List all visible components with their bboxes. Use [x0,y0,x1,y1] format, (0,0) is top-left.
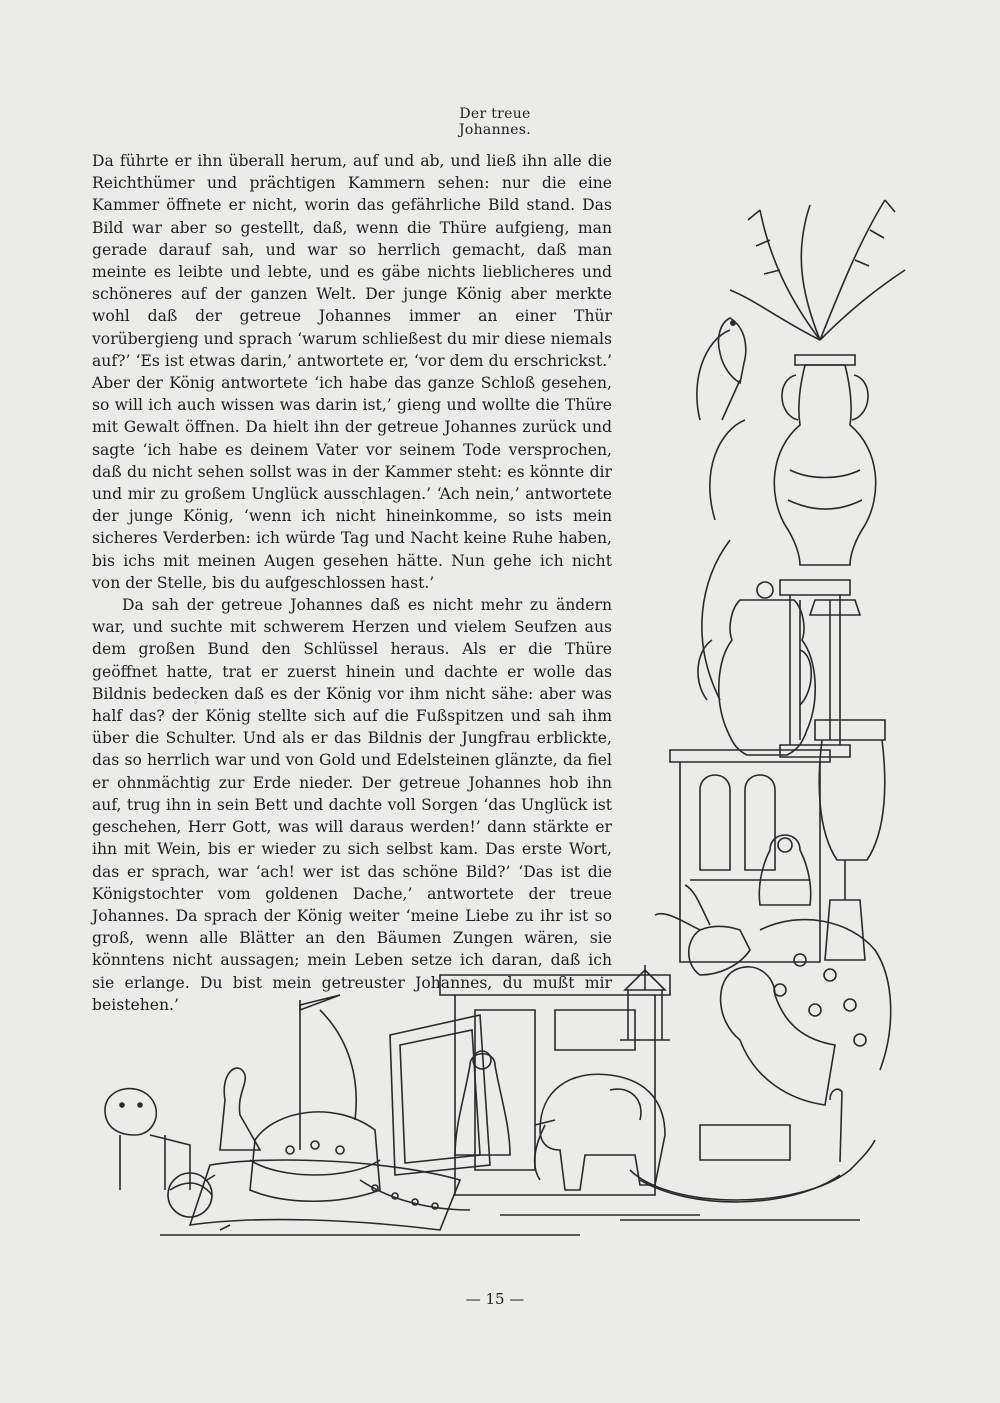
tall-vase [774,355,875,615]
swan-figure [220,1068,260,1150]
toy-elephant [535,1074,665,1190]
gondola-boat [630,1089,875,1202]
toy-lion [105,1089,190,1190]
standing-doll [455,1051,510,1155]
running-title: Der treue Johannes. [458,106,532,138]
carved-cabinet [670,750,830,962]
paragraph-1: Da führte er ihn überall herum, auf und ab, und ließ ihn alle die Reichthümer und prächtigen Kammern sehen: nur die eine Kammer öffnete er nicht, worin das gefährliche Bild stand. Das Bild war aber so gestellt, daß, wenn die Thüre aufgieng, man gerade darauf sah, und war so herrlich gemacht, daß man meinte es leibte und lebte, und es gäbe nichts lieblicheres und schöneres auf der ganzen Welt. Der junge König aber merkte wohl daß der getreue Johannes immer an einer Thür vorübergieng und sprach ‘warum schließest du mir diese niemals auf?’ ‘Es ist etwas darin,’ antwortete er, ‘vor dem du erschrickst.’ Aber der König antwortete ‘ich habe das ganze Schloß gesehen, so will ich auch wissen was darin ist,’ gieng und wollte die Thüre mit Gewalt öffnen. Da hielt ihn der getreue Johannes zurück und sagte ‘ich habe es deinem Vater vor seinem Tode versprochen, daß du nicht sehen sollst was in der Kammer steht: es könnte dir und mir zu großem Unglück ausschlagen.’ ‘Ach nein,’ antwortete der junge König, ‘wenn ich nicht hineinkomme, so ists mein sicheres Verderben: ich würde Tag und Nacht keine Ruhe haben, bis ichs mit meinen Augen gesehen hätte. Nun gehe ich nicht von der Stelle, bis du aufgeschlossen hast.’ [92,152,612,592]
paragraph-2: Da sah der getreue Johannes daß es nicht mehr zu ändern war, und suchte mit schwerem Herzen und vielem Seufzen aus dem großen Bund den Schlüssel heraus. Als er die Thüre geöffnet hatte, trat er zuerst hinein und dachte er wolle das Bildnis bedecken daß es der König vor ihm nicht sähe: aber was half das? der König stellte sich auf die Fußspitzen und sah ihm über die Schulter. Und als er das Bildnis der Jungfrau erblickte, das so herrlich war und von Gold und Edelsteinen glänzte, da fiel er ohnmächtig zur Erde nieder. Der getreue Johannes hob ihn auf, trug ihn in sein Bett und dachte voll Sorgen ‘das Unglück ist geschehen, Herr Gott, was will daraus werden!’ dann stärkte er ihn mit Wein, bis er wieder zu sich selbst kam. Das erste Wort, das er sprach, war ‘ach! wer ist das schöne Bild?’ ‘Das ist die Königstochter vom goldenen Dache,’ antwortete der treue Johannes. Da sprach der König weiter ‘meine Liebe zu ihr ist so groß, wenn alle Blätter an den Bäumen Zungen wären, sie könntens nicht aussagen; mein Leben setze ich daran, daß ich sie erlange. Du bist mein getreuster Johannes, du mußt mir beistehen.’ [92,596,612,1014]
toy-ship [250,995,380,1175]
page-number: — 15 — [465,1290,525,1308]
jeweled-crown [250,1112,380,1201]
ground-hatching [160,1215,860,1235]
lidded-stein [698,582,815,755]
peacock [721,920,891,1105]
palm-fronds [697,200,905,700]
pagoda-lantern [620,965,670,1040]
fringed-cushion [190,1160,460,1230]
